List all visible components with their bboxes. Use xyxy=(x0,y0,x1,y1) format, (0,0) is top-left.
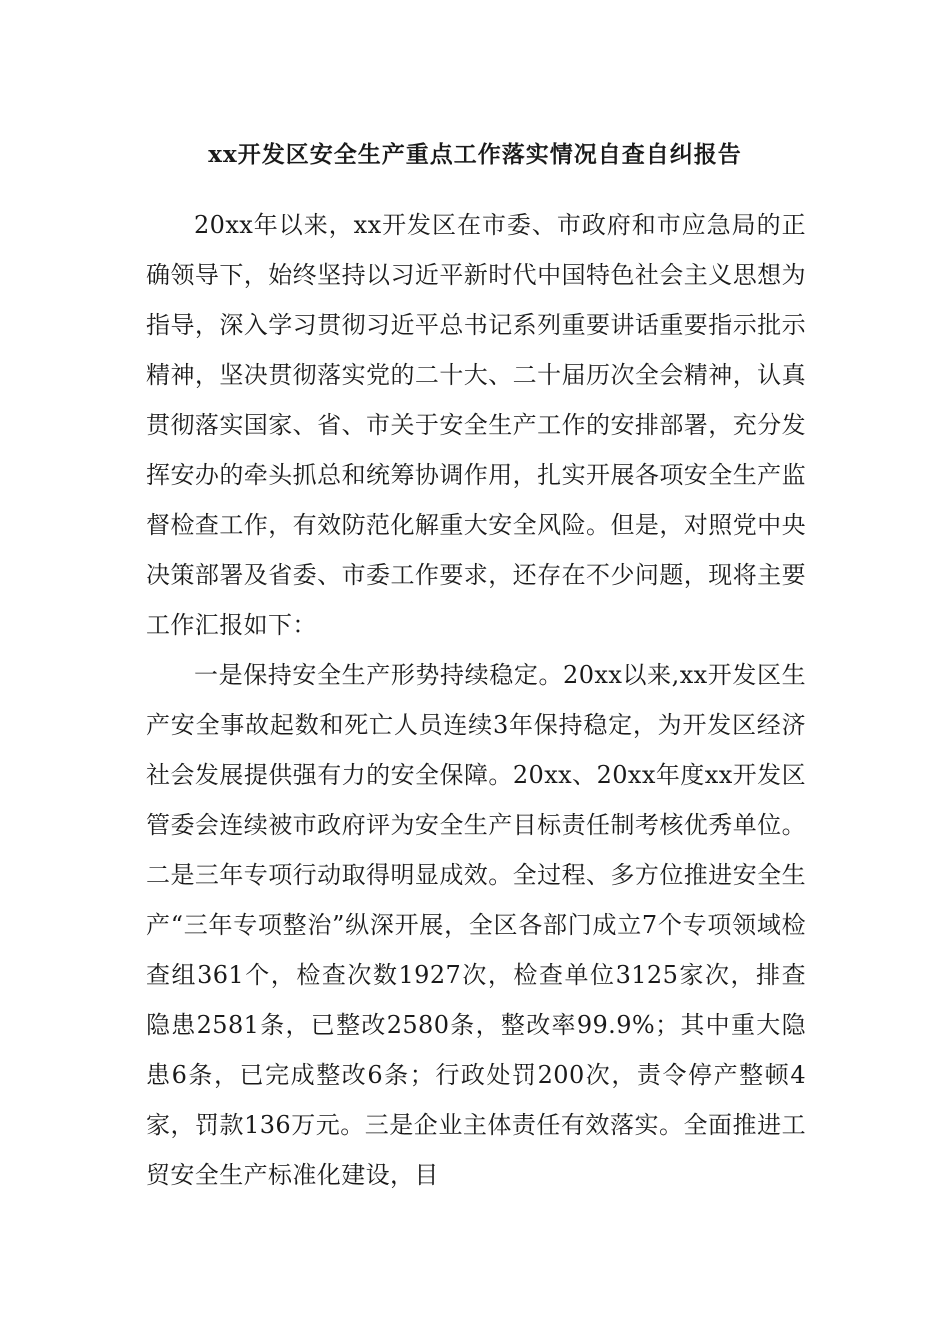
document-body xyxy=(146,200,806,1200)
paragraph-intro: 20xx年以来，xx开发区在市委、市政府和市应急局的正确领导下，始终坚持以习近平新时代中国特色社会主义思想为指导，深入学习贯彻习近平总书记系列重要讲话重要指示批示精神，坚决贯彻落实党的二十大、二十届历次全会精神，认真贯彻落实国家、省、市关于安全生产工作的安排部署，充分发挥安办的牵头抓总和统筹协调作用，扎实开展各项安全生产监督检查工作，有效防范化解重大安全风险。但是，对照党中央决策部署及省委、市委工作要求，还存在不少问题，现将主要工作汇报如下： xyxy=(146,211,806,639)
paragraph-achievements: 一是保持安全生产形势持续稳定。20xx以来,xx开发区生产安全事故起数和死亡人员连续3年保持稳定，为开发区经济社会发展提供强有力的安全保障。20xx、20xx年度xx开发区管委会连续被市政府评为安全生产目标责任制考核优秀单位。二是三年专项行动取得明显成效。全过程、多方位推进安全生产“三年专项整治”纵深开展，全区各部门成立7个专项领域检查组361个，检查次数1927次，检查单位3125家次，排查隐患2581条，已整改2580条，整改率99.9%；其中重大隐患6条，已完成整改6条；行政处罚200次，责令停产整顿4家，罚款136万元。三是企业主体责任有效落实。全面推进工贸安全生产标准化建设，目 xyxy=(146,661,806,1189)
document-title: xx开发区安全生产重点工作落实情况自查自纠报告 xyxy=(208,141,742,168)
